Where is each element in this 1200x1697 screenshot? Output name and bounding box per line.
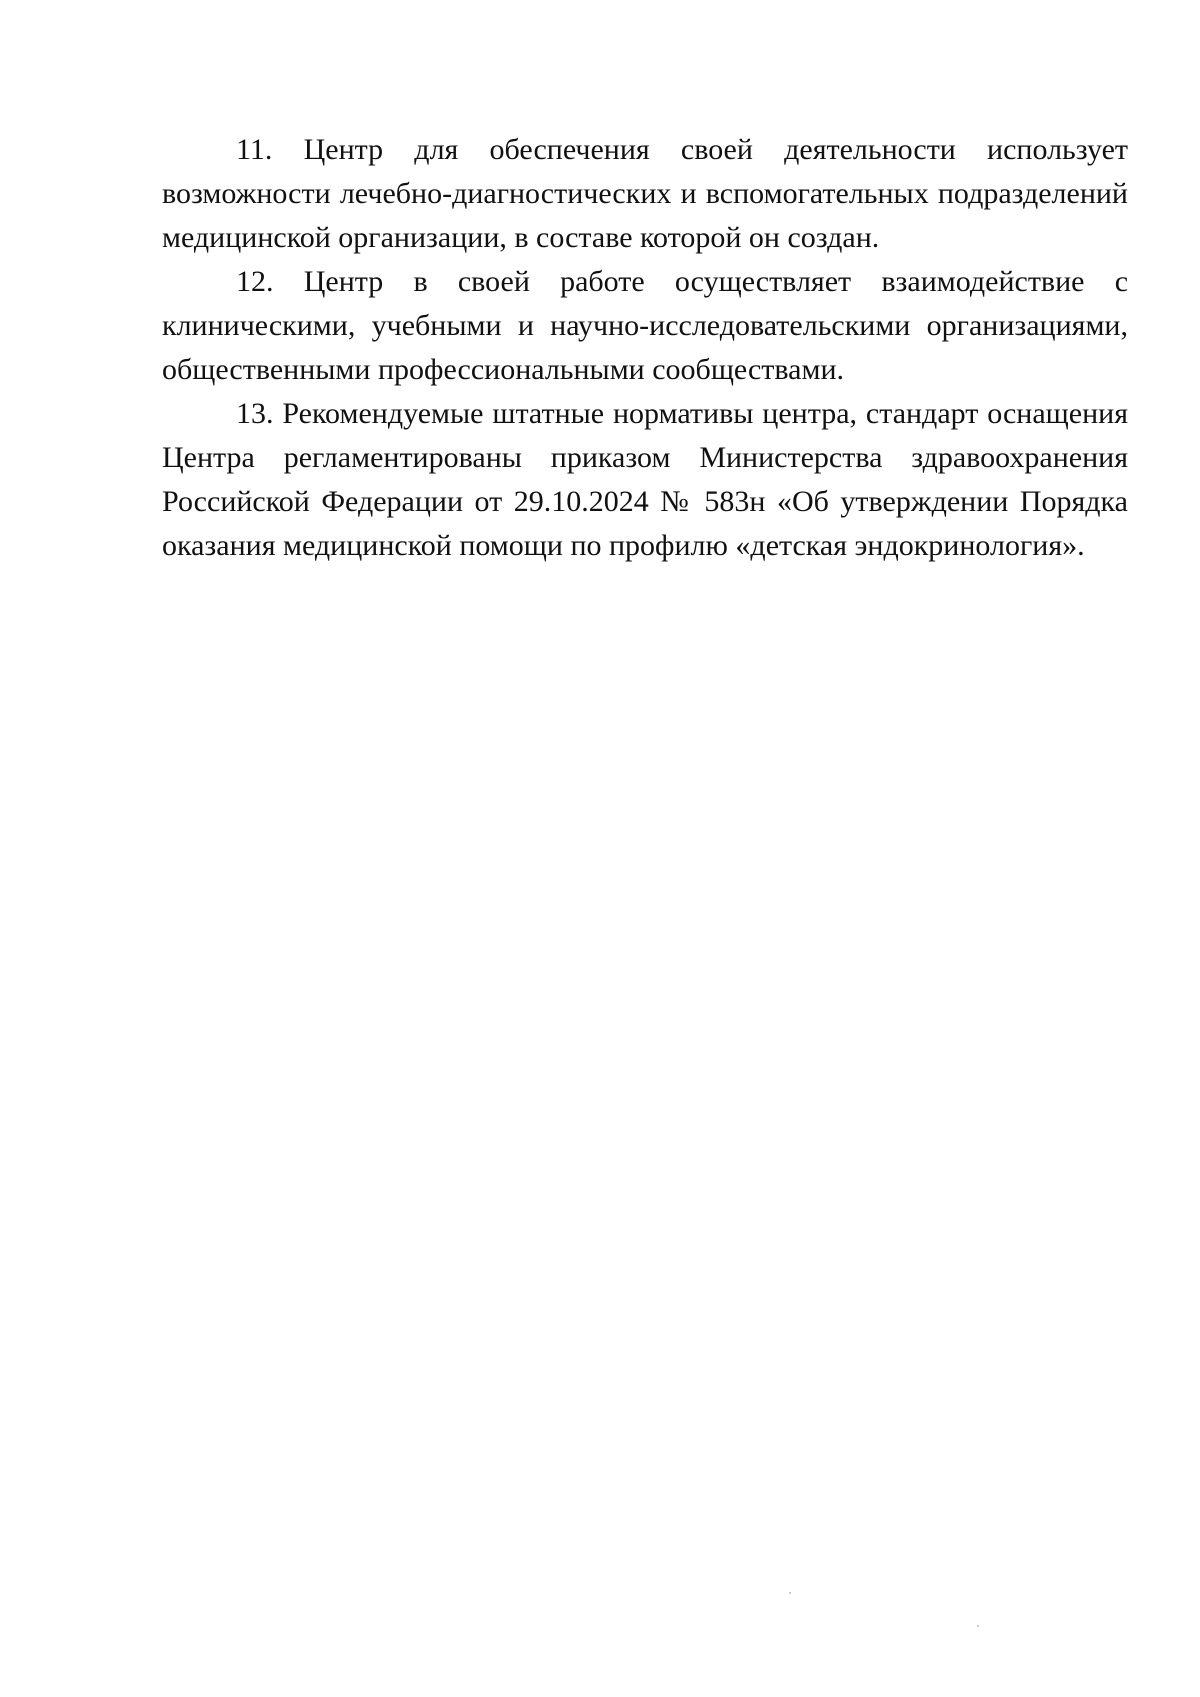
document-body: [162, 128, 1128, 568]
paragraph-number: 13.: [236, 397, 274, 430]
paragraph-number: 11.: [236, 133, 273, 166]
scan-speck: [977, 1625, 979, 1627]
paragraph-11: [162, 128, 1128, 260]
paragraph-text: Центр для обеспечения своей деятельности использует возможности лечебно-диагностических и вспомогательных подразделений медицинской организации, в составе которой он создан.: [162, 133, 1128, 254]
paragraph-number: 12.: [236, 265, 274, 298]
paragraph-text: Центр в своей работе осуществляет взаимодействие с клиническими, учебными и научно-исследовательскими организациями, общественными профессиональными сообществами.: [162, 265, 1129, 386]
paragraph-12: [162, 260, 1128, 392]
paragraph-13: [162, 392, 1128, 568]
paragraph-text: Рекомендуемые штатные нормативы центра, стандарт оснащения Центра регламентированы приказом Министерства здравоохранения Российской Федерации от 29.10.2024 № 583н «Об утверждении Порядка оказания медицинской помощи по профилю «детская эндокринология».: [162, 397, 1128, 562]
scan-speck: [789, 1592, 791, 1594]
